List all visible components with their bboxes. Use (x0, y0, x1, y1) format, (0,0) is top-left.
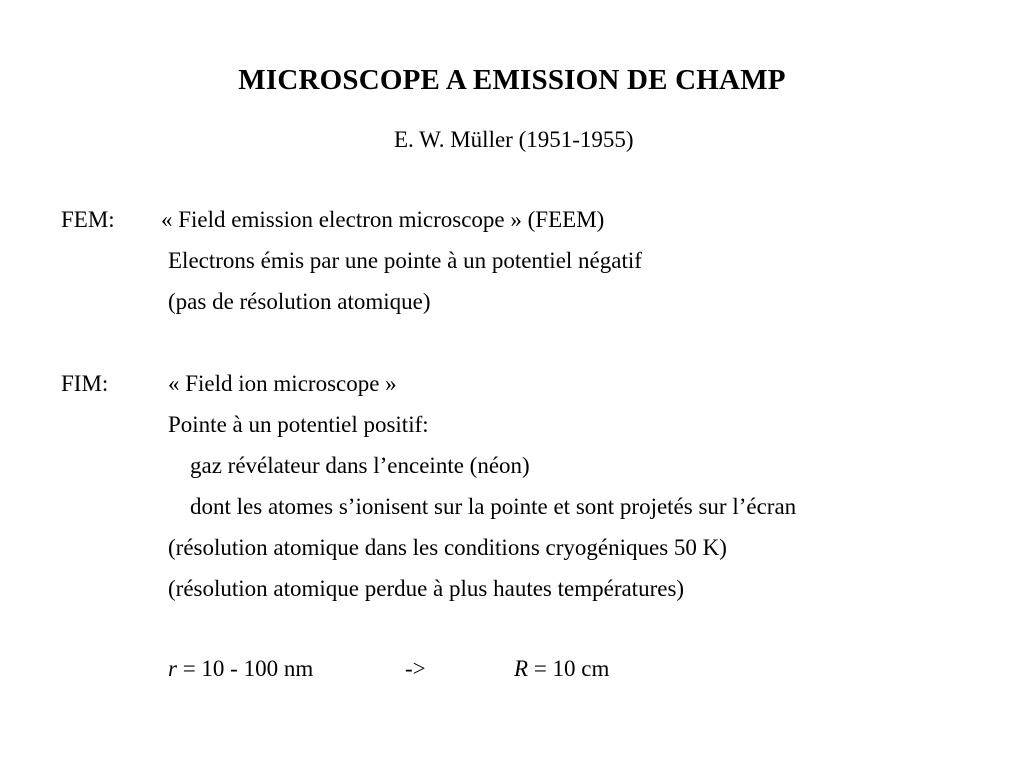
slide-title: MICROSCOPE A EMISSION DE CHAMP (238, 64, 786, 96)
fem-line-1: Electrons émis par une pointe à un potentiel négatif (168, 248, 642, 273)
fem-name: « Field emission electron microscope » (FEEM) (161, 207, 605, 232)
tip-radius-symbol: r (168, 656, 177, 681)
fim-line-1: Pointe à un potentiel positif: (168, 412, 429, 437)
tip-radius-value: = 10 - 100 nm (176, 656, 314, 681)
screen-distance-value: = 10 cm (528, 656, 610, 681)
fim-label: FIM: (61, 371, 109, 396)
arrow-text: -> (405, 656, 426, 681)
fim-note-1: (résolution atomique dans les conditions cryogéniques 50 K) (168, 535, 727, 560)
screen-distance-symbol: R (514, 656, 529, 681)
fem-label: FEM: (61, 207, 115, 232)
fim-name: « Field ion microscope » (168, 371, 397, 396)
fem-line-2: (pas de résolution atomique) (168, 289, 431, 314)
fim-sub-line-1: gaz révélateur dans l’enceinte (néon) (190, 453, 530, 478)
slide-subtitle: E. W. Müller (1951-1955) (394, 127, 634, 152)
scale-formula (0, 656, 1024, 686)
fim-note-2: (résolution atomique perdue à plus hautes températures) (168, 576, 685, 601)
fim-sub-line-2: dont les atomes s’ionisent sur la pointe et sont projetés sur l’écran (190, 494, 797, 519)
